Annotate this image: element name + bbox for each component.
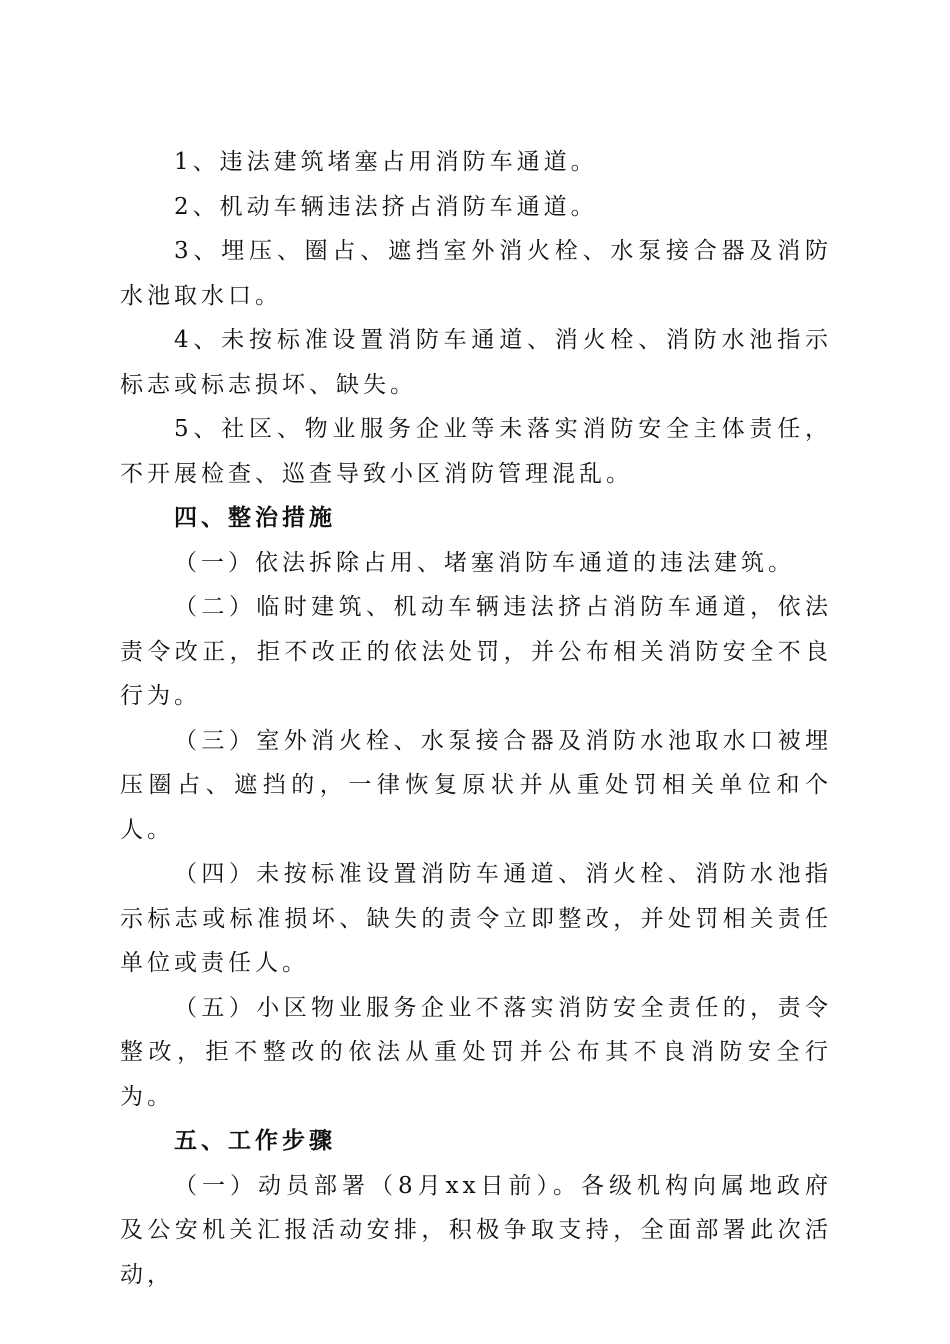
measure-2: （二）临时建筑、机动车辆违法挤占消防车通道，依法责令改正，拒不改正的依法处罚，并公布相关消防安全不良行为。: [120, 594, 832, 709]
item-1-illegal-buildings: 1、违法建筑堵塞占用消防车通道。: [174, 149, 598, 175]
measure-4: （四）未按标准设置消防车通道、消火栓、消防水池指示标志或标准损坏、缺失的责令立即整改，并处罚相关责任单位或责任人。: [120, 861, 832, 976]
section-heading-measures: 四、整治措施: [174, 505, 336, 531]
measure-5: （五）小区物业服务企业不落实消防安全责任的，责令整改，拒不整改的依法从重处罚并公布其不良消防安全行为。: [120, 994, 832, 1110]
section-heading-steps: 五、工作步骤: [174, 1128, 336, 1154]
measure-1: （一）依法拆除占用、堵塞消防车通道的违法建筑。: [174, 549, 795, 576]
item-4-signage: 4、未按标准设置消防车通道、消火栓、消防水池指示标志或标志损坏、缺失。: [120, 327, 832, 398]
item-3-hydrants: 3、埋压、圈占、遮挡室外消火栓、水泵接合器及消防水池取水口。: [120, 238, 832, 309]
item-2-vehicles: 2、机动车辆违法挤占消防车通道。: [174, 193, 598, 220]
item-5-property-mgmt: 5、社区、物业服务企业等未落实消防安全主体责任，不开展检查、巡查导致小区消防管理混乱。: [120, 416, 832, 487]
step-1-mobilization: （一）动员部署（8月xx日前）。各级机构向属地政府及公安机关汇报活动安排，积极争取支持，全面部署此次活动，: [120, 1172, 832, 1288]
document-body: [120, 140, 832, 1297]
measure-3: （三）室外消火栓、水泵接合器及消防水池取水口被埋压圈占、遮挡的，一律恢复原状并从重处罚相关单位和个人。: [120, 727, 832, 843]
